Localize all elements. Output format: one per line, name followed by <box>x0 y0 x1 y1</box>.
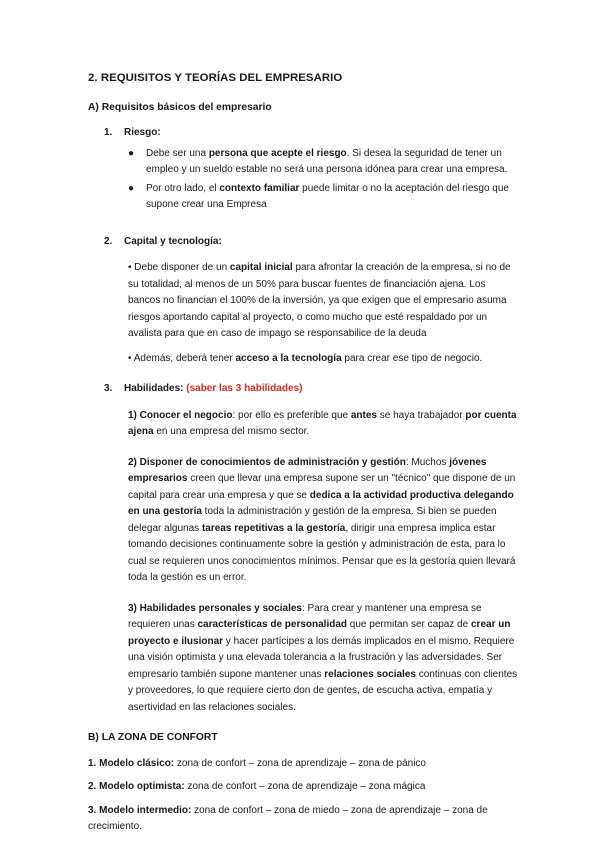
paragraph <box>128 408 520 441</box>
bold-text: crear un proyecto e ilusionar <box>128 619 511 647</box>
item-number: 2. <box>104 235 113 247</box>
bold-text: acceso a la tecnología <box>235 352 342 364</box>
paragraph <box>128 351 520 368</box>
text: y hacer partícipes a los demás implicados en el mismo. Requiere una visión optimista y una elevada tolerancia a la frustración y las adversidades. Ser empresario también supone mantener unas <box>128 635 515 680</box>
text: • Además, deberá tener <box>128 352 236 364</box>
text: para crear ese tipo de negocio. <box>341 352 483 364</box>
text: continuas con clientes y proveedores, lo que requiere cierto don de gentes, de escucha activa, empatía y asertividad en las relaciones sociales. <box>128 668 518 713</box>
item-habilidades-heading <box>104 381 520 398</box>
text: : por ello es preferible que <box>232 409 351 421</box>
item-number: 3. <box>104 383 113 394</box>
highlight-note: (saber las 3 habilidades) <box>186 383 303 394</box>
item-title: Habilidades: <box>124 383 184 394</box>
section-a-heading: A) Requisitos básicos del empresario <box>88 101 272 113</box>
text: puede limitar o no la aceptación del riesgo que supone crear una Empresa <box>146 182 509 210</box>
item-capital <box>104 234 520 368</box>
text: creen que llevar una empresa supone ser un "técnico" que dispone de un capital para crear una empresa y que se <box>128 473 516 501</box>
bold-text: capital inicial <box>229 262 293 273</box>
bold-text: dedica a la actividad productiva delegando en una gestoría <box>128 489 514 517</box>
model-line <box>88 756 520 773</box>
text: para afrontar la creación de la empresa, si no de su totalidad, al menos de un 50% para buscar fuentes de financiación ajena. Los bancos no financian el 100% de la inversión, ya que exigen que el empresario asuma riesgos aportando capital al proyecto, o como mucho que esté respaldado por un avalista para que en caso de impago se responsabilice de la deuda <box>128 262 511 339</box>
bold-text: 2) Disponer de conocimientos de administración y gestión <box>128 456 406 468</box>
item-title: Riesgo: <box>124 127 161 138</box>
text: Debe ser una <box>146 147 209 159</box>
bullet-icon: ● <box>128 182 135 194</box>
item-riesgo-heading <box>104 125 520 142</box>
text: : Para crear y mantener una empresa se requieren unas <box>128 602 482 630</box>
text: : Muchos <box>405 456 450 468</box>
doc-title: 2. REQUISITOS Y TEORÍAS DEL EMPRESARIO <box>88 72 343 84</box>
bullet-item <box>128 146 520 179</box>
bold-text: 3) Habilidades personales y sociales <box>128 602 302 614</box>
bold-text: persona que acepte el riesgo <box>208 147 347 159</box>
model-label: 1. Modelo clásico: <box>88 757 175 769</box>
text: , dirigir una empresa implica estar tomando decisiones continuamente sobre la gestión y administración de esta, para lo cual se requieren unos conocimientos mínimos. Pensar que es la gestoría quien llevará toda la gestión es un error. <box>128 522 516 583</box>
model-line <box>88 803 520 836</box>
item-habilidades <box>104 381 520 716</box>
bold-text: por cuenta ajena <box>128 409 517 437</box>
paragraph <box>128 601 520 717</box>
text: se haya trabajador <box>377 409 466 421</box>
bullet-list <box>128 146 520 214</box>
bold-text: características de personalidad <box>197 619 348 630</box>
bold-text: relaciones sociales <box>324 668 416 680</box>
bold-text: jóvenes empresarios <box>128 456 487 484</box>
bold-text: tareas repetitivas a la gestoría <box>201 522 346 534</box>
text: en una empresa del mismo sector. <box>153 426 310 437</box>
item-number: 1. <box>104 127 113 138</box>
text: toda la administración y gestión de la empresa. Si bien se pueden delegar algunas <box>128 506 497 534</box>
bold-text: contexto familiar <box>219 182 300 194</box>
model-text: zona de confort – zona de miedo – zona de aprendizaje – zona de crecimiento. <box>88 804 488 832</box>
bullet-item <box>128 181 520 214</box>
item-capital-heading <box>104 234 520 251</box>
item-riesgo <box>104 125 520 214</box>
model-text: zona de confort – zona de aprendizaje – zona de pánico <box>174 757 426 769</box>
text: Por otro lado, el <box>146 182 220 194</box>
paragraph <box>128 260 520 343</box>
model-label: 2. Modelo optimista: <box>88 781 185 792</box>
paragraph <box>128 455 520 587</box>
model-text: zona de confort – zona de aprendizaje – zona mágica <box>184 781 426 792</box>
model-line <box>88 779 520 796</box>
section-b-heading: B) LA ZONA DE CONFORT <box>88 732 218 743</box>
text: • Debe disponer de un <box>128 262 230 273</box>
model-label: 3. Modelo intermedio: <box>88 804 192 816</box>
text: que permitan ser capaz de <box>347 619 471 630</box>
bold-text: 1) Conocer el negocio <box>128 409 233 421</box>
item-title: Capital y tecnología: <box>124 235 222 247</box>
text: . Si desea la seguridad de tener un empleo y un sueldo estable no será una persona idónea para crear una empresa. <box>146 147 508 175</box>
bullet-icon: ● <box>128 147 135 159</box>
bold-text: antes <box>350 409 377 421</box>
